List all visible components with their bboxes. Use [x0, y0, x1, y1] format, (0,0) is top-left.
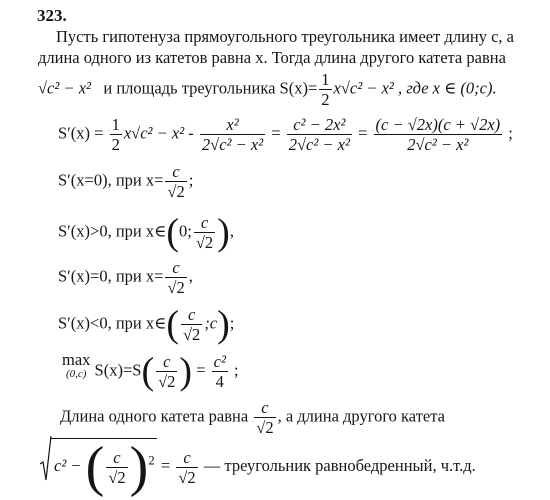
conclusion-line-1 [60, 398, 445, 437]
max-equals: = [196, 360, 206, 380]
max-left-paren: ( [141, 350, 155, 393]
intro-area-expression: x√c² − x² , где x ∈ (0;c). [333, 78, 497, 98]
problem-number: 323. [37, 6, 67, 25]
case-line-4 [58, 305, 234, 344]
intro-area-text: и площадь треугольника S(x)= [103, 78, 318, 98]
max-right-paren: ) [179, 350, 193, 393]
intro-half-fraction: $\frac{1}{2}$ [321, 70, 330, 109]
derivative-line [58, 115, 513, 154]
case-2-inner-left: 0; [179, 221, 192, 241]
derivative-equals-1: = [271, 123, 281, 143]
intro-line-2: длина одного из катетов равна х. Тогда длина другого катета равна [38, 48, 506, 67]
case-line-3 [58, 258, 193, 297]
case-1-fraction: $\frac{c}{√2}$ [167, 162, 185, 201]
derivative-term-4-fraction: $\frac{(c - √2x)(c + √2x)}{\text{2√c² − x²}}$ [375, 115, 501, 154]
conclusion-line-2 [40, 436, 476, 498]
conclusion-radical [40, 436, 157, 498]
max-line [62, 352, 239, 391]
intro-line-3 [38, 70, 497, 109]
intro-sqrt-expression: √c² − x² [38, 78, 91, 98]
case-1-tail: ; [188, 170, 194, 190]
case-2-left-paren: ( [166, 211, 179, 254]
case-2-right-paren: ) [217, 211, 230, 254]
max-result-fraction: $\frac{\text{c²}}{4}$ [213, 352, 226, 391]
max-operator: max (0,c) [62, 350, 91, 380]
derivative-equals-2: = [358, 123, 368, 143]
case-4-inner-right: ;c [204, 313, 218, 333]
max-lead: S(x)=S [94, 360, 142, 380]
derivative-term-1-fraction: $\frac{1}{2}$ [111, 115, 120, 154]
intro-line-1: Пусть гипотенуза прямоугольного треугольника имеет длину с, а [56, 27, 514, 46]
conclusion-1-fraction: $\frac{c}{√2}$ [256, 398, 274, 437]
conclusion-1-text-b: , а длина другого катета [277, 406, 445, 426]
case-2-lead: S′(x)>0, при x∈ [58, 221, 167, 241]
case-3-fraction: $\frac{c}{√2}$ [167, 258, 185, 297]
conclusion-c-squared: c² − [54, 455, 82, 475]
case-4-left-paren: ( [166, 303, 179, 346]
conclusion-equals: = [160, 455, 171, 475]
case-line-1 [58, 162, 193, 201]
case-2-tail: , [229, 221, 234, 241]
case-4-fraction: $\frac{c}{√2}$ [183, 305, 201, 344]
case-line-2 [58, 213, 234, 252]
conclusion-right-paren: ) [129, 436, 149, 498]
conclusion-inner-fraction: $\frac{c}{√2}$ [108, 447, 126, 487]
derivative-term-3-fraction: $\frac{\text{c² − 2x²}}{\text{2√c² − x²}}$ [288, 115, 350, 154]
conclusion-power: 2 [148, 452, 155, 468]
derivative-end: ; [508, 123, 513, 143]
case-3-tail: , [188, 266, 193, 286]
derivative-term-2-fraction: $\frac{\text{x²}}{\text{2√c² − x²}}$ [201, 115, 264, 154]
case-3-lead: S′(x)=0, при x= [58, 266, 164, 286]
radical-sign-icon [40, 436, 52, 487]
derivative-term-1-rest: x√c² − x² [123, 123, 185, 143]
conclusion-result-fraction: $\frac{c}{√2}$ [178, 447, 196, 487]
derivative-lead: S′(x) = [58, 123, 104, 143]
case-1-lead: S′(x=0), при x= [58, 170, 164, 190]
case-4-right-paren: ) [217, 303, 230, 346]
max-arg-fraction: $\frac{c}{√2}$ [158, 352, 176, 391]
derivative-minus: - [188, 123, 194, 143]
case-4-tail: ; [229, 313, 235, 333]
case-2-fraction: $\frac{c}{√2}$ [195, 213, 214, 252]
conclusion-1-text-a: Длина одного катета равна [60, 406, 249, 426]
case-4-lead: S′(x)<0, при x∈ [58, 313, 167, 333]
conclusion-left-paren: ( [85, 436, 105, 498]
max-tail: ; [234, 360, 239, 380]
conclusion-final-text: — треугольник равнобедренный, ч.т.д. [203, 455, 476, 475]
